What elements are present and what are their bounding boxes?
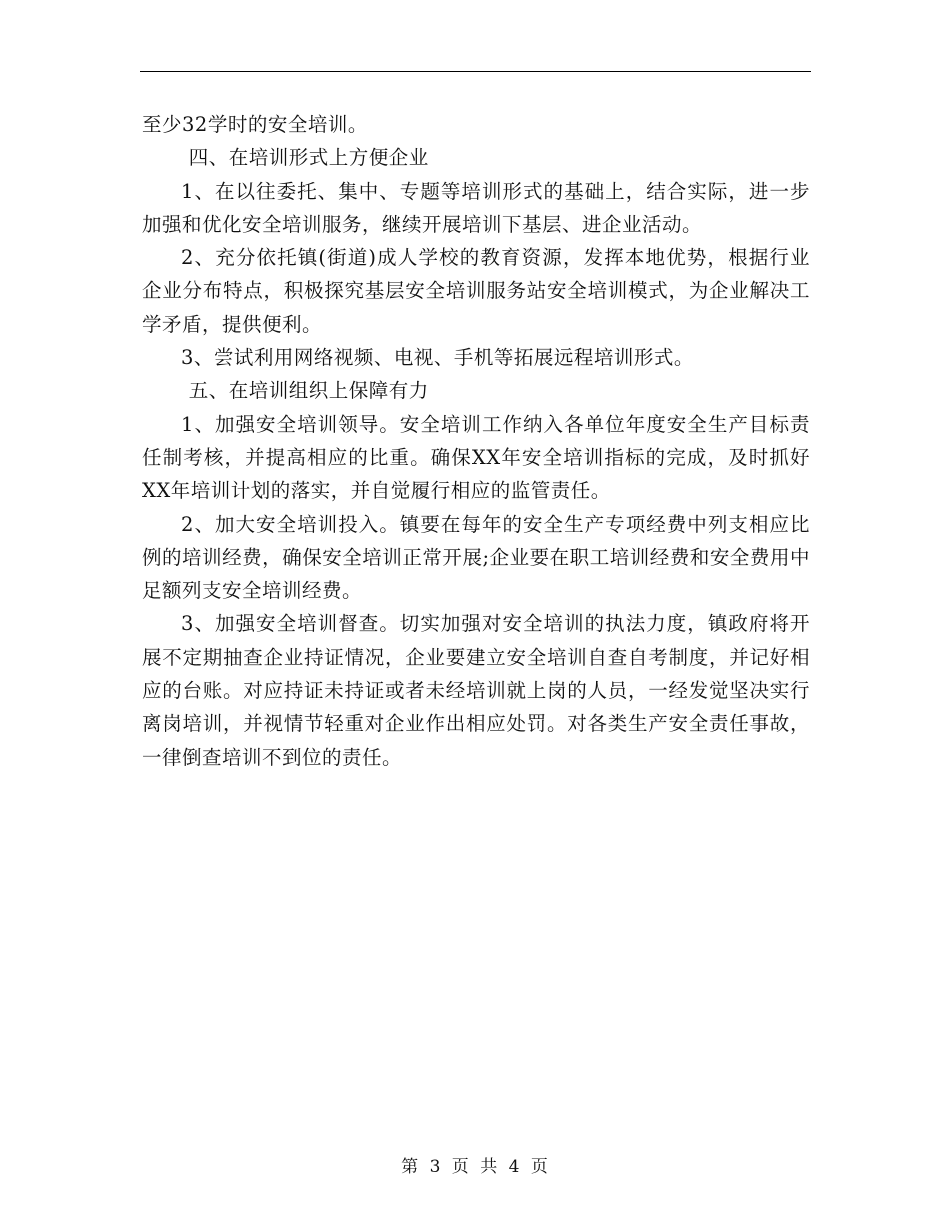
document-body <box>142 108 810 774</box>
paragraph-continuation: 至少32学时的安全培训。 <box>142 113 368 136</box>
paragraph-item: 3、尝试利用网络视频、电视、手机等拓展远程培训形式。 <box>181 346 694 370</box>
paragraph-item: 2、加大安全培训投入。镇要在每年的安全生产专项经费中列支相应比例的培训经费，确保安全培训正常开展;企业要在职工培训经费和安全费用中足额列支安全培训经费。 <box>142 512 810 603</box>
paragraph-item: 2、充分依托镇(街道)成人学校的教育资源，发挥本地优势，根据行业企业分布特点，积极探究基层安全培训服务站安全培训模式，为企业解决工学矛盾，提供便利。 <box>142 246 810 336</box>
paragraph-item: 1、在以往委托、集中、专题等培训形式的基础上，结合实际，进一步加强和优化安全培训服务，继续开展培训下基层、进企业活动。 <box>142 179 810 236</box>
section-heading-5: 五、在培训组织上保障有力 <box>188 379 429 403</box>
section-heading-4: 四、在培训形式上方便企业 <box>188 146 429 170</box>
paragraph-item: 1、加强安全培训领导。安全培训工作纳入各单位年度安全生产目标责任制考核，并提高相应的比重。确保XX年安全培训指标的完成，及时抓好XX年培训计划的落实，并自觉履行相应的监管责任。 <box>142 412 810 503</box>
page-number-footer: 第 3 页 共 4 页 <box>401 1157 549 1177</box>
paragraph-item: 3、加强安全培训督查。切实加强对安全培训的执法力度，镇政府将开展不定期抽查企业持证情况，企业要建立安全培训自查自考制度，并记好相应的台账。对应持证未持证或者未经培训就上岗的人员，一经发觉坚决实行离岗培训，并视情节轻重对企业作出相应处罚。对各类生产安全责任事故，一律倒查培训不到位的责任。 <box>142 612 810 769</box>
header-rule <box>140 71 811 72</box>
